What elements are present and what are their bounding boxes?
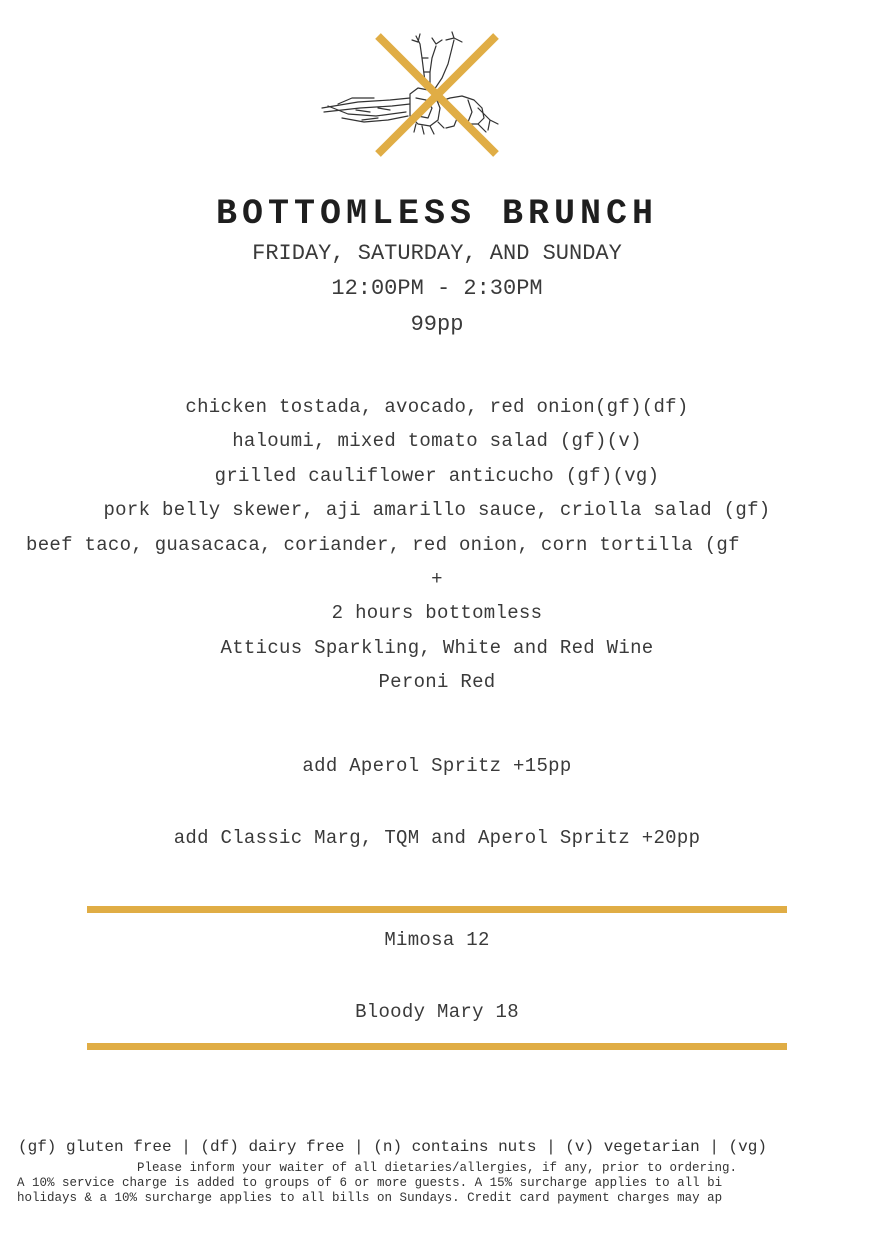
- menu-item: grilled cauliflower anticucho (gf)(vg): [214, 465, 660, 487]
- menu-item: haloumi, mixed tomato salad (gf)(v): [232, 430, 642, 452]
- bottomless-duration: 2 hours bottomless: [331, 602, 543, 624]
- price-per-person: 99pp: [410, 312, 464, 337]
- dietary-legend: (gf) gluten free | (df) dairy free | (n) contains nuts | (v) vegetarian | (vg): [18, 1138, 767, 1156]
- menu-item: pork belly skewer, aji amarillo sauce, criolla salad (gf): [103, 499, 771, 521]
- surcharge-note-continued: holidays & a 10% surcharge applies to all bills on Sundays. Credit card payment charges may ap: [17, 1191, 723, 1205]
- menu-title: BOTTOMLESS BRUNCH: [215, 194, 659, 234]
- surcharge-note: A 10% service charge is added to groups of 6 or more guests. A 15% surcharge applies to all bi: [17, 1176, 723, 1190]
- service-hours: 12:00PM - 2:30PM: [331, 276, 543, 301]
- divider-top: [87, 906, 787, 913]
- service-days: FRIDAY, SATURDAY, AND SUNDAY: [252, 241, 622, 266]
- plus-separator: +: [431, 568, 443, 590]
- allergy-note: Please inform your waiter of all dietaries/allergies, if any, prior to ordering.: [136, 1161, 738, 1175]
- bottomless-beer: Peroni Red: [378, 671, 496, 693]
- addon-aperol: add Aperol Spritz +15pp: [302, 755, 572, 777]
- menu-item: beef taco, guasacaca, coriander, red onion, corn tortilla (gf: [26, 534, 740, 556]
- menu-item: chicken tostada, avocado, red onion(gf)(df): [185, 396, 689, 418]
- bottomless-wine: Atticus Sparkling, White and Red Wine: [220, 637, 654, 659]
- addon-cocktails: add Classic Marg, TQM and Aperol Spritz +20pp: [173, 827, 701, 849]
- restaurant-logo-icon: [318, 28, 504, 160]
- extra-bloody-mary: Bloody Mary 18: [355, 1001, 519, 1023]
- extra-mimosa: Mimosa 12: [384, 929, 490, 951]
- divider-bottom: [87, 1043, 787, 1050]
